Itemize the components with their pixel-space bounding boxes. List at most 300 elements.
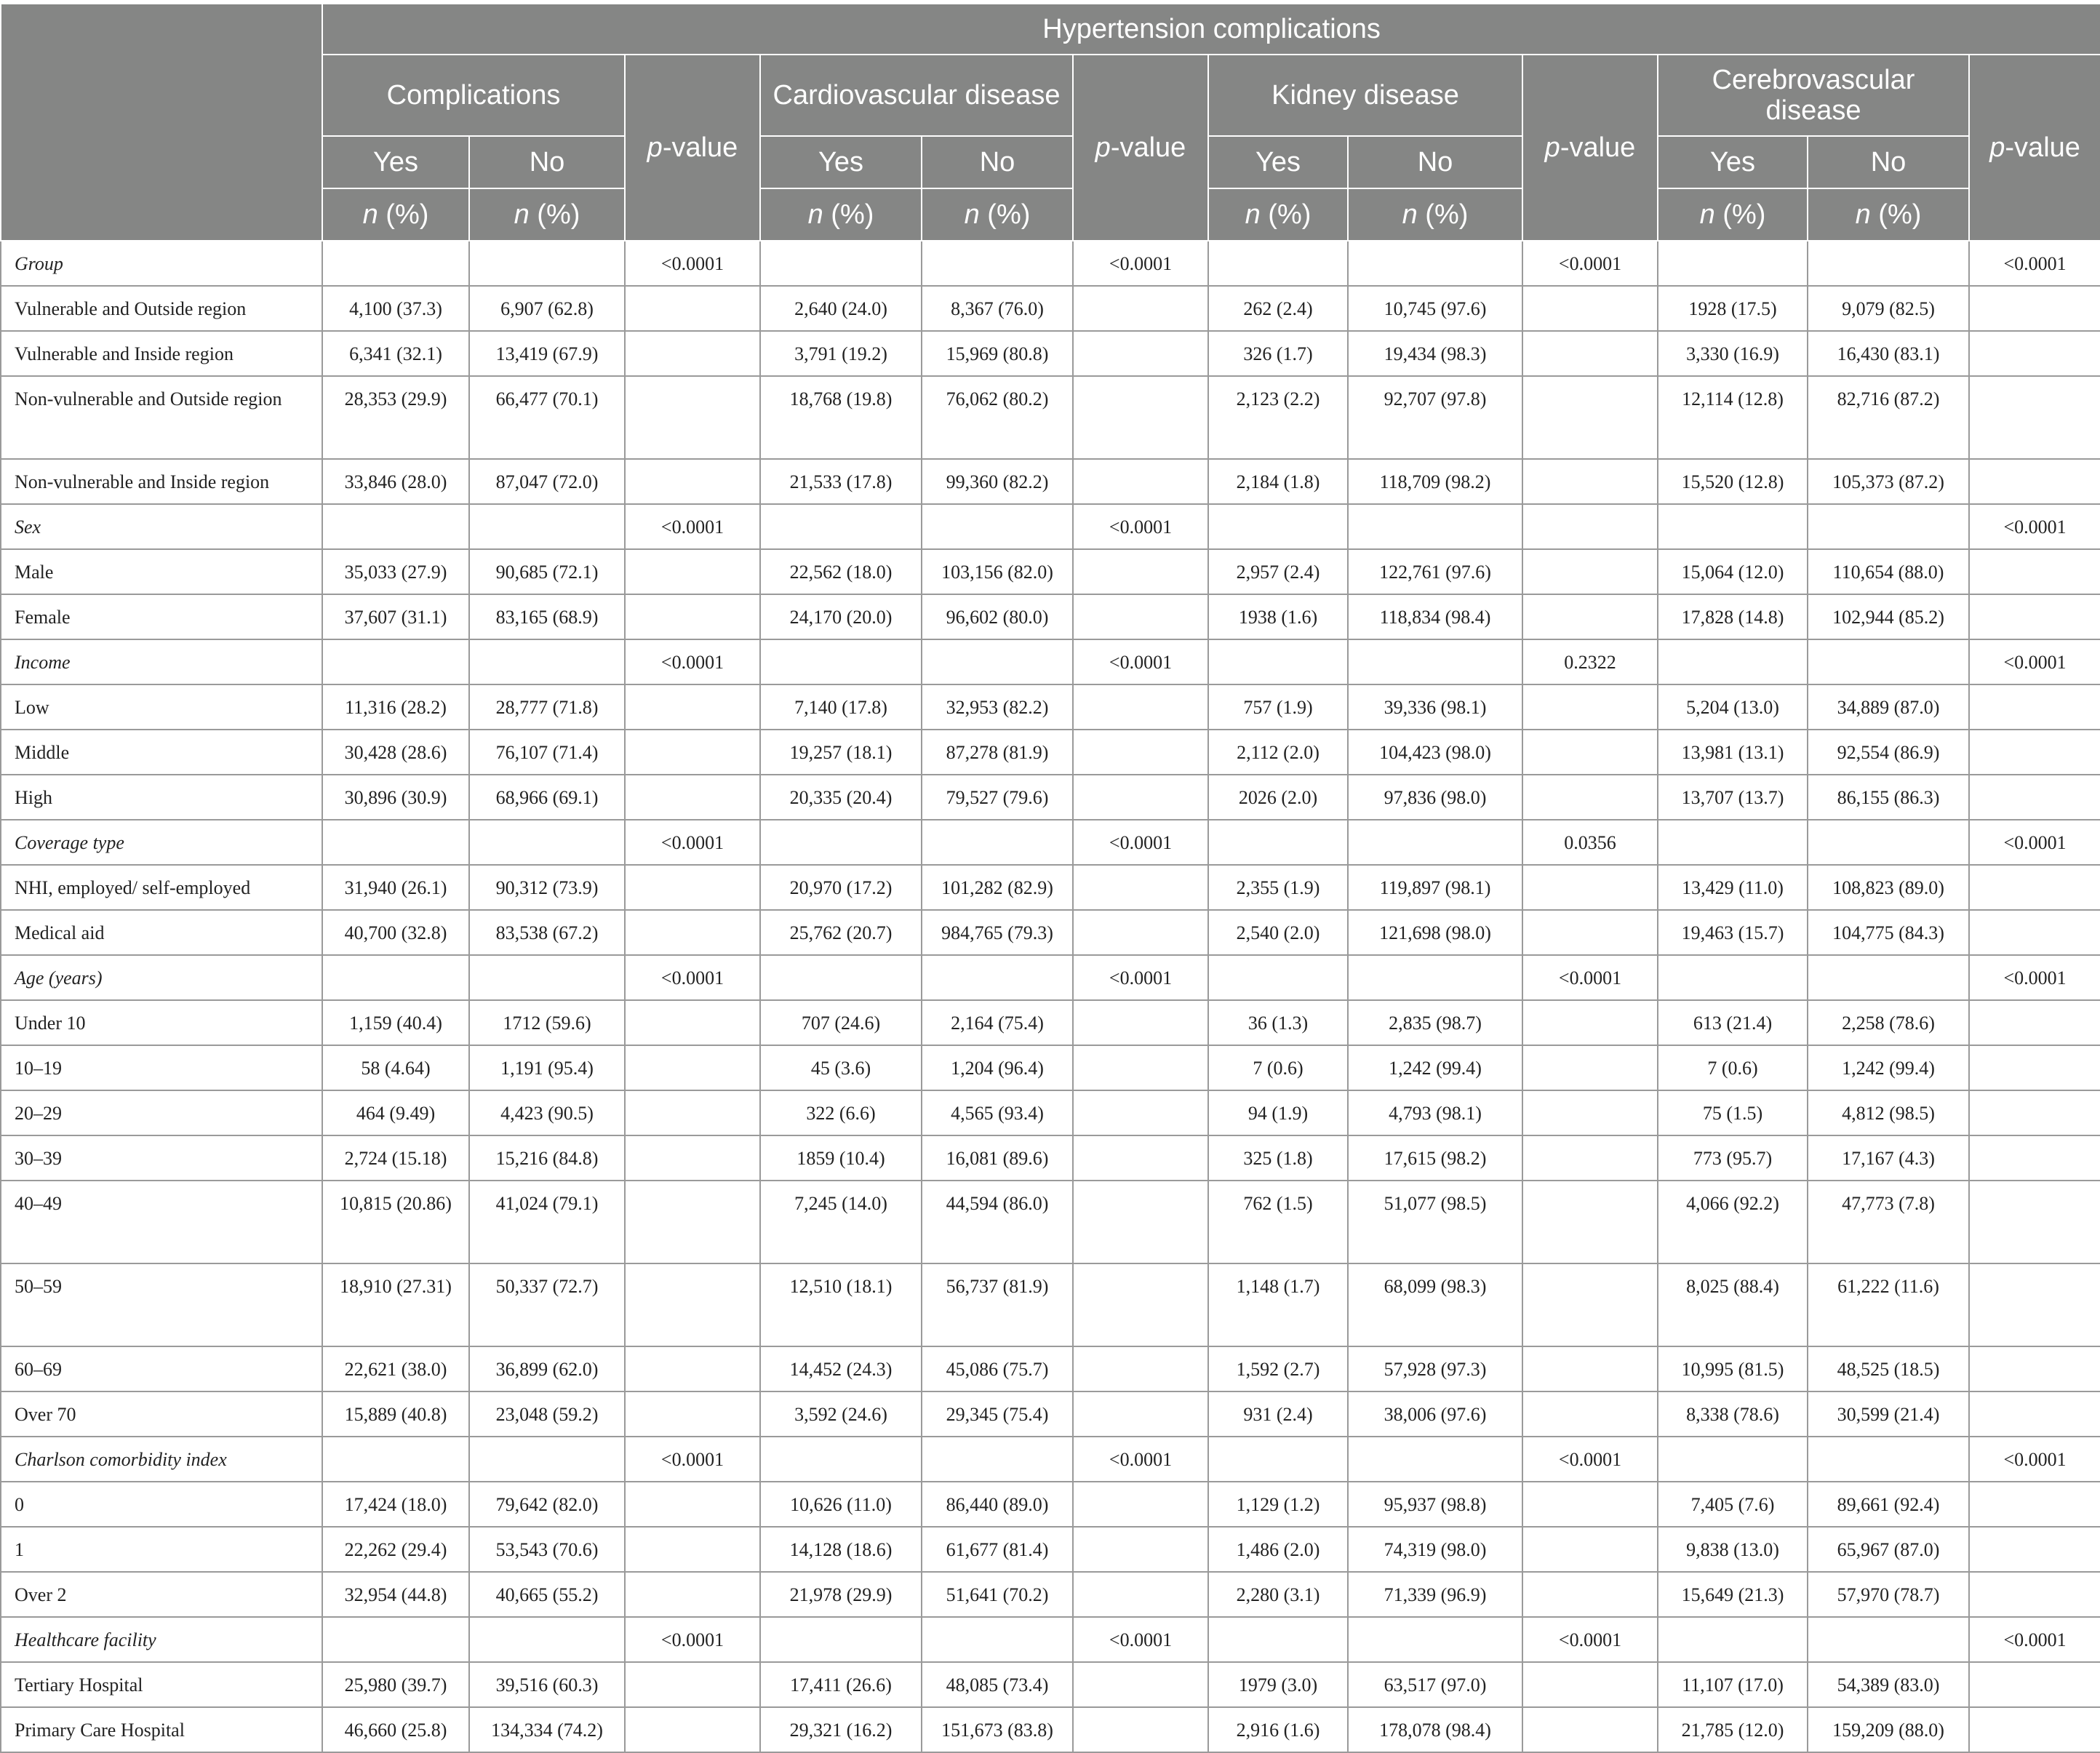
cerebrovascular-no-cell [1808,1617,1969,1662]
table-row [1,1527,2100,1572]
kidney-no-cell: 97,836 (98.0) [1348,775,1522,820]
table-row [1,1391,2100,1437]
row-label: 60–69 [1,1346,322,1391]
cardiovascular-yes-cell: 22,562 (18.0) [760,549,922,594]
complications-yes-cell: 1,159 (40.4) [322,1000,469,1045]
kidney-yes-cell [1208,639,1348,684]
cerebrovascular-p-value-cell [1969,1090,2100,1135]
n-pct-header: n (%) [322,188,469,241]
complications-yes-cell: 22,621 (38.0) [322,1346,469,1391]
complications-yes-cell: 464 (9.49) [322,1090,469,1135]
cerebrovascular-yes-cell [1658,955,1808,1000]
table-row [1,1572,2100,1617]
table-header [1,4,2100,241]
kidney-yes-cell: 2,112 (2.0) [1208,730,1348,775]
cardiovascular-yes-cell: 18,768 (19.8) [760,376,922,459]
cardiovascular-no-cell: 32,953 (82.2) [922,684,1073,730]
table-title: Hypertension complications [322,4,2100,55]
complications-p-value-cell [625,865,760,910]
cardiovascular-yes-cell: 19,257 (18.1) [760,730,922,775]
complications-p-value-cell [625,1045,760,1090]
cerebrovascular-no-cell [1808,955,1969,1000]
row-label: Non-vulnerable and Outside region [1,376,322,459]
table-row [1,910,2100,955]
complications-yes-cell: 11,316 (28.2) [322,684,469,730]
cerebrovascular-yes-cell: 17,828 (14.8) [1658,594,1808,639]
cardiovascular-yes-cell: 7,245 (14.0) [760,1181,922,1263]
cerebrovascular-p-value-cell: <0.0001 [1969,639,2100,684]
table-row [1,1045,2100,1090]
category-label: Sex [1,504,322,549]
cerebrovascular-p-value-cell: <0.0001 [1969,241,2100,286]
kidney-p-value-cell [1522,1135,1658,1181]
kidney-yes-cell: 2,916 (1.6) [1208,1707,1348,1752]
cardiovascular-no-cell: 103,156 (82.0) [922,549,1073,594]
kidney-p-value-cell [1522,1707,1658,1752]
cerebrovascular-yes-cell: 75 (1.5) [1658,1090,1808,1135]
kidney-no-cell: 2,835 (98.7) [1348,1000,1522,1045]
category-label: Income [1,639,322,684]
category-label: Group [1,241,322,286]
cerebrovascular-yes-cell: 11,107 (17.0) [1658,1662,1808,1707]
row-label: Primary Care Hospital [1,1707,322,1752]
cardiovascular-p-value-cell [1073,286,1208,331]
complications-no-cell: 4,423 (90.5) [469,1090,625,1135]
complications-yes-cell: 31,940 (26.1) [322,865,469,910]
complications-yes-cell: 17,424 (18.0) [322,1482,469,1527]
kidney-p-value-cell [1522,504,1658,549]
cerebrovascular-p-value-cell [1969,684,2100,730]
row-label: 20–29 [1,1090,322,1135]
category-label: Coverage type [1,820,322,865]
kidney-yes-cell: 1,129 (1.2) [1208,1482,1348,1527]
complications-yes-cell: 40,700 (32.8) [322,910,469,955]
cardiovascular-yes-cell: 707 (24.6) [760,1000,922,1045]
cardiovascular-no-cell [922,820,1073,865]
cardiovascular-yes-cell: 2,640 (24.0) [760,286,922,331]
kidney-yes-cell [1208,1437,1348,1482]
no-header: No [469,136,625,188]
complications-p-value-cell [625,286,760,331]
kidney-p-value-cell [1522,1000,1658,1045]
cardiovascular-p-value-cell [1073,376,1208,459]
complications-no-cell [469,639,625,684]
kidney-p-value-cell [1522,331,1658,376]
table-row [1,1135,2100,1181]
kidney-no-cell: 122,761 (97.6) [1348,549,1522,594]
complications-yes-cell: 30,896 (30.9) [322,775,469,820]
kidney-yes-cell: 1,148 (1.7) [1208,1263,1348,1346]
cerebrovascular-yes-cell [1658,1437,1808,1482]
cardiovascular-yes-cell: 21,978 (29.9) [760,1572,922,1617]
complications-yes-cell: 18,910 (27.31) [322,1263,469,1346]
table-row [1,1000,2100,1045]
kidney-p-value-cell [1522,1263,1658,1346]
complications-yes-cell: 10,815 (20.86) [322,1181,469,1263]
cerebrovascular-no-cell: 16,430 (83.1) [1808,331,1969,376]
hypertension-complications-table [0,3,2100,1753]
kidney-yes-cell: 326 (1.7) [1208,331,1348,376]
complications-no-cell: 1,191 (95.4) [469,1045,625,1090]
complications-p-value-cell: <0.0001 [625,639,760,684]
cardiovascular-yes-cell [760,639,922,684]
cerebrovascular-no-cell: 2,258 (78.6) [1808,1000,1969,1045]
group-header-cerebrovascular: Cerebrovascular disease [1658,55,1969,136]
kidney-p-value-cell: <0.0001 [1522,1437,1658,1482]
category-label: Charlson comorbidity index [1,1437,322,1482]
table-row [1,286,2100,331]
yes-header: Yes [760,136,922,188]
no-header: No [922,136,1073,188]
kidney-no-cell: 178,078 (98.4) [1348,1707,1522,1752]
kidney-p-value-cell [1522,1045,1658,1090]
cerebrovascular-yes-cell: 8,338 (78.6) [1658,1391,1808,1437]
kidney-no-cell: 119,897 (98.1) [1348,865,1522,910]
complications-p-value-cell [625,1482,760,1527]
group-header-complications: Complications [322,55,625,136]
kidney-p-value-cell [1522,1391,1658,1437]
cerebrovascular-no-cell: 159,209 (88.0) [1808,1707,1969,1752]
cerebrovascular-p-value-cell [1969,1181,2100,1263]
row-label: Middle [1,730,322,775]
cardiovascular-yes-cell: 20,970 (17.2) [760,865,922,910]
kidney-no-cell: 92,707 (97.8) [1348,376,1522,459]
cerebrovascular-yes-cell: 773 (95.7) [1658,1135,1808,1181]
row-label: Medical aid [1,910,322,955]
cerebrovascular-p-value-cell [1969,594,2100,639]
complications-p-value-cell [625,1572,760,1617]
kidney-no-cell: 104,423 (98.0) [1348,730,1522,775]
complications-yes-cell [322,1617,469,1662]
kidney-no-cell: 95,937 (98.8) [1348,1482,1522,1527]
kidney-yes-cell: 2,540 (2.0) [1208,910,1348,955]
cerebrovascular-no-cell: 104,775 (84.3) [1808,910,1969,955]
kidney-yes-cell: 2,280 (3.1) [1208,1572,1348,1617]
cerebrovascular-no-cell: 48,525 (18.5) [1808,1346,1969,1391]
table-row [1,775,2100,820]
cardiovascular-p-value-cell: <0.0001 [1073,1617,1208,1662]
table-container [0,3,2100,1753]
complications-no-cell: 90,685 (72.1) [469,549,625,594]
complications-p-value-cell [625,1135,760,1181]
table-row [1,1263,2100,1346]
complications-p-value-cell [625,1346,760,1391]
kidney-no-cell [1348,241,1522,286]
cerebrovascular-yes-cell [1658,1617,1808,1662]
cerebrovascular-p-value-cell: <0.0001 [1969,1437,2100,1482]
complications-no-cell [469,820,625,865]
cerebrovascular-yes-cell: 21,785 (12.0) [1658,1707,1808,1752]
kidney-p-value-cell [1522,376,1658,459]
row-label: 30–39 [1,1135,322,1181]
kidney-no-cell: 118,834 (98.4) [1348,594,1522,639]
complications-no-cell: 40,665 (55.2) [469,1572,625,1617]
cardiovascular-no-cell [922,955,1073,1000]
cardiovascular-no-cell: 87,278 (81.9) [922,730,1073,775]
complications-p-value-cell: <0.0001 [625,1437,760,1482]
cardiovascular-no-cell: 51,641 (70.2) [922,1572,1073,1617]
kidney-p-value-cell: 0.0356 [1522,820,1658,865]
complications-p-value-cell [625,1527,760,1572]
n-pct-header: n (%) [922,188,1073,241]
group-header-cardiovascular: Cardiovascular disease [760,55,1073,136]
kidney-no-cell: 38,006 (97.6) [1348,1391,1522,1437]
kidney-yes-cell [1208,820,1348,865]
complications-no-cell: 87,047 (72.0) [469,459,625,504]
cerebrovascular-yes-cell: 8,025 (88.4) [1658,1263,1808,1346]
complications-p-value-cell [625,730,760,775]
p-letter: p [647,132,663,163]
complications-p-value-cell: <0.0001 [625,241,760,286]
kidney-no-cell: 68,099 (98.3) [1348,1263,1522,1346]
cerebrovascular-yes-cell [1658,241,1808,286]
row-label-header [1,4,322,241]
complications-yes-cell: 30,428 (28.6) [322,730,469,775]
kidney-no-cell: 4,793 (98.1) [1348,1090,1522,1135]
kidney-no-cell: 39,336 (98.1) [1348,684,1522,730]
cerebrovascular-p-value-cell [1969,1527,2100,1572]
complications-yes-cell [322,820,469,865]
complications-no-cell: 41,024 (79.1) [469,1181,625,1263]
table-row [1,1346,2100,1391]
cardiovascular-no-cell: 86,440 (89.0) [922,1482,1073,1527]
kidney-no-cell: 121,698 (98.0) [1348,910,1522,955]
cerebrovascular-yes-cell: 3,330 (16.9) [1658,331,1808,376]
complications-yes-cell: 58 (4.64) [322,1045,469,1090]
kidney-yes-cell: 931 (2.4) [1208,1391,1348,1437]
cerebrovascular-yes-cell: 9,838 (13.0) [1658,1527,1808,1572]
kidney-p-value-cell [1522,1572,1658,1617]
complications-no-cell: 15,216 (84.8) [469,1135,625,1181]
cardiovascular-yes-cell: 3,592 (24.6) [760,1391,922,1437]
cardiovascular-yes-cell [760,1617,922,1662]
kidney-yes-cell: 7 (0.6) [1208,1045,1348,1090]
complications-no-cell: 76,107 (71.4) [469,730,625,775]
n-pct-header: n (%) [469,188,625,241]
kidney-yes-cell: 2,957 (2.4) [1208,549,1348,594]
complications-no-cell: 39,516 (60.3) [469,1662,625,1707]
p-value-header: p-value [1522,55,1658,241]
complications-yes-cell: 4,100 (37.3) [322,286,469,331]
cerebrovascular-p-value-cell [1969,865,2100,910]
cardiovascular-yes-cell [760,241,922,286]
cerebrovascular-no-cell: 57,970 (78.7) [1808,1572,1969,1617]
row-label: Tertiary Hospital [1,1662,322,1707]
category-row [1,955,2100,1000]
cardiovascular-no-cell [922,1437,1073,1482]
cerebrovascular-no-cell: 89,661 (92.4) [1808,1482,1969,1527]
category-row [1,639,2100,684]
row-label: NHI, employed/ self-employed [1,865,322,910]
cerebrovascular-no-cell [1808,820,1969,865]
row-label: Over 70 [1,1391,322,1437]
complications-no-cell: 36,899 (62.0) [469,1346,625,1391]
row-label: Vulnerable and Outside region [1,286,322,331]
kidney-p-value-cell [1522,1090,1658,1135]
cardiovascular-no-cell: 96,602 (80.0) [922,594,1073,639]
kidney-no-cell [1348,1437,1522,1482]
n-pct-header: n (%) [760,188,922,241]
cardiovascular-no-cell: 99,360 (82.2) [922,459,1073,504]
row-label: Low [1,684,322,730]
kidney-no-cell: 17,615 (98.2) [1348,1135,1522,1181]
complications-yes-cell: 22,262 (29.4) [322,1527,469,1572]
row-label: 40–49 [1,1181,322,1263]
kidney-p-value-cell: <0.0001 [1522,955,1658,1000]
kidney-p-value-cell [1522,1181,1658,1263]
cerebrovascular-no-cell: 92,554 (86.9) [1808,730,1969,775]
category-row [1,1617,2100,1662]
complications-p-value-cell [625,910,760,955]
group-header-kidney: Kidney disease [1208,55,1522,136]
cerebrovascular-yes-cell: 13,707 (13.7) [1658,775,1808,820]
kidney-p-value-cell [1522,1662,1658,1707]
cardiovascular-p-value-cell [1073,1181,1208,1263]
n-pct-header: n (%) [1808,188,1969,241]
kidney-no-cell: 51,077 (98.5) [1348,1181,1522,1263]
complications-yes-cell: 33,846 (28.0) [322,459,469,504]
p-value-header: p-value [1969,55,2100,241]
yes-header: Yes [1208,136,1348,188]
complications-yes-cell: 15,889 (40.8) [322,1391,469,1437]
cardiovascular-p-value-cell [1073,1346,1208,1391]
cerebrovascular-yes-cell: 4,066 (92.2) [1658,1181,1808,1263]
cardiovascular-yes-cell: 12,510 (18.1) [760,1263,922,1346]
table-row [1,684,2100,730]
cardiovascular-no-cell [922,504,1073,549]
complications-no-cell: 83,538 (67.2) [469,910,625,955]
cerebrovascular-p-value-cell [1969,331,2100,376]
cardiovascular-yes-cell [760,955,922,1000]
kidney-yes-cell: 2,184 (1.8) [1208,459,1348,504]
complications-no-cell: 50,337 (72.7) [469,1263,625,1346]
no-header: No [1348,136,1522,188]
kidney-p-value-cell [1522,865,1658,910]
complications-yes-cell: 6,341 (32.1) [322,331,469,376]
complications-p-value-cell [625,1662,760,1707]
complications-no-cell [469,1437,625,1482]
complications-no-cell: 90,312 (73.9) [469,865,625,910]
cardiovascular-yes-cell: 10,626 (11.0) [760,1482,922,1527]
row-label: 10–19 [1,1045,322,1090]
cerebrovascular-no-cell: 82,716 (87.2) [1808,376,1969,459]
kidney-yes-cell: 757 (1.9) [1208,684,1348,730]
complications-yes-cell: 32,954 (44.8) [322,1572,469,1617]
complications-p-value-cell [625,1707,760,1752]
table-row [1,459,2100,504]
cardiovascular-p-value-cell [1073,594,1208,639]
cerebrovascular-p-value-cell [1969,1135,2100,1181]
kidney-no-cell [1348,1617,1522,1662]
table-body [1,241,2100,1752]
cerebrovascular-yes-cell: 15,649 (21.3) [1658,1572,1808,1617]
cerebrovascular-p-value-cell [1969,1662,2100,1707]
cardiovascular-no-cell: 29,345 (75.4) [922,1391,1073,1437]
cardiovascular-yes-cell: 24,170 (20.0) [760,594,922,639]
table-row [1,594,2100,639]
cerebrovascular-p-value-cell [1969,376,2100,459]
kidney-no-cell [1348,955,1522,1000]
complications-no-cell: 83,165 (68.9) [469,594,625,639]
row-label: Female [1,594,322,639]
cerebrovascular-p-value-cell: <0.0001 [1969,504,2100,549]
cardiovascular-yes-cell [760,820,922,865]
cardiovascular-p-value-cell: <0.0001 [1073,241,1208,286]
kidney-yes-cell: 2,355 (1.9) [1208,865,1348,910]
kidney-yes-cell [1208,241,1348,286]
complications-p-value-cell [625,1263,760,1346]
complications-yes-cell: 2,724 (15.18) [322,1135,469,1181]
row-label: Non-vulnerable and Inside region [1,459,322,504]
complications-no-cell: 6,907 (62.8) [469,286,625,331]
cardiovascular-yes-cell: 25,762 (20.7) [760,910,922,955]
complications-no-cell: 79,642 (82.0) [469,1482,625,1527]
cardiovascular-yes-cell: 1859 (10.4) [760,1135,922,1181]
cerebrovascular-p-value-cell: <0.0001 [1969,1617,2100,1662]
complications-no-cell [469,955,625,1000]
kidney-no-cell: 19,434 (98.3) [1348,331,1522,376]
cerebrovascular-p-value-cell [1969,549,2100,594]
complications-p-value-cell: <0.0001 [625,955,760,1000]
yes-header: Yes [322,136,469,188]
cardiovascular-no-cell: 8,367 (76.0) [922,286,1073,331]
cardiovascular-yes-cell: 29,321 (16.2) [760,1707,922,1752]
kidney-no-cell [1348,639,1522,684]
cardiovascular-p-value-cell [1073,459,1208,504]
cerebrovascular-p-value-cell [1969,1045,2100,1090]
cardiovascular-p-value-cell [1073,1707,1208,1752]
complications-yes-cell [322,955,469,1000]
table-row [1,730,2100,775]
table-row [1,331,2100,376]
row-label: Over 2 [1,1572,322,1617]
kidney-p-value-cell [1522,1482,1658,1527]
complications-p-value-cell [625,331,760,376]
table-row [1,865,2100,910]
kidney-yes-cell [1208,955,1348,1000]
cardiovascular-yes-cell: 3,791 (19.2) [760,331,922,376]
cerebrovascular-p-value-cell [1969,286,2100,331]
cerebrovascular-no-cell: 30,599 (21.4) [1808,1391,1969,1437]
cerebrovascular-yes-cell: 15,064 (12.0) [1658,549,1808,594]
cerebrovascular-no-cell [1808,241,1969,286]
cerebrovascular-yes-cell: 7 (0.6) [1658,1045,1808,1090]
yes-header: Yes [1658,136,1808,188]
cerebrovascular-p-value-cell [1969,730,2100,775]
complications-p-value-cell [625,775,760,820]
complications-no-cell: 13,419 (67.9) [469,331,625,376]
p-letter: p [1544,132,1560,163]
cardiovascular-p-value-cell [1073,775,1208,820]
kidney-p-value-cell [1522,775,1658,820]
cerebrovascular-no-cell: 17,167 (4.3) [1808,1135,1969,1181]
cerebrovascular-no-cell: 86,155 (86.3) [1808,775,1969,820]
cardiovascular-yes-cell [760,504,922,549]
row-label: 1 [1,1527,322,1572]
cerebrovascular-yes-cell: 1928 (17.5) [1658,286,1808,331]
kidney-p-value-cell [1522,730,1658,775]
category-label: Age (years) [1,955,322,1000]
kidney-p-value-cell: <0.0001 [1522,1617,1658,1662]
category-row [1,241,2100,286]
n-pct-header: n (%) [1658,188,1808,241]
cardiovascular-no-cell: 101,282 (82.9) [922,865,1073,910]
cerebrovascular-yes-cell: 5,204 (13.0) [1658,684,1808,730]
cerebrovascular-p-value-cell: <0.0001 [1969,820,2100,865]
cardiovascular-no-cell: 1,204 (96.4) [922,1045,1073,1090]
kidney-no-cell: 10,745 (97.6) [1348,286,1522,331]
kidney-yes-cell: 2,123 (2.2) [1208,376,1348,459]
